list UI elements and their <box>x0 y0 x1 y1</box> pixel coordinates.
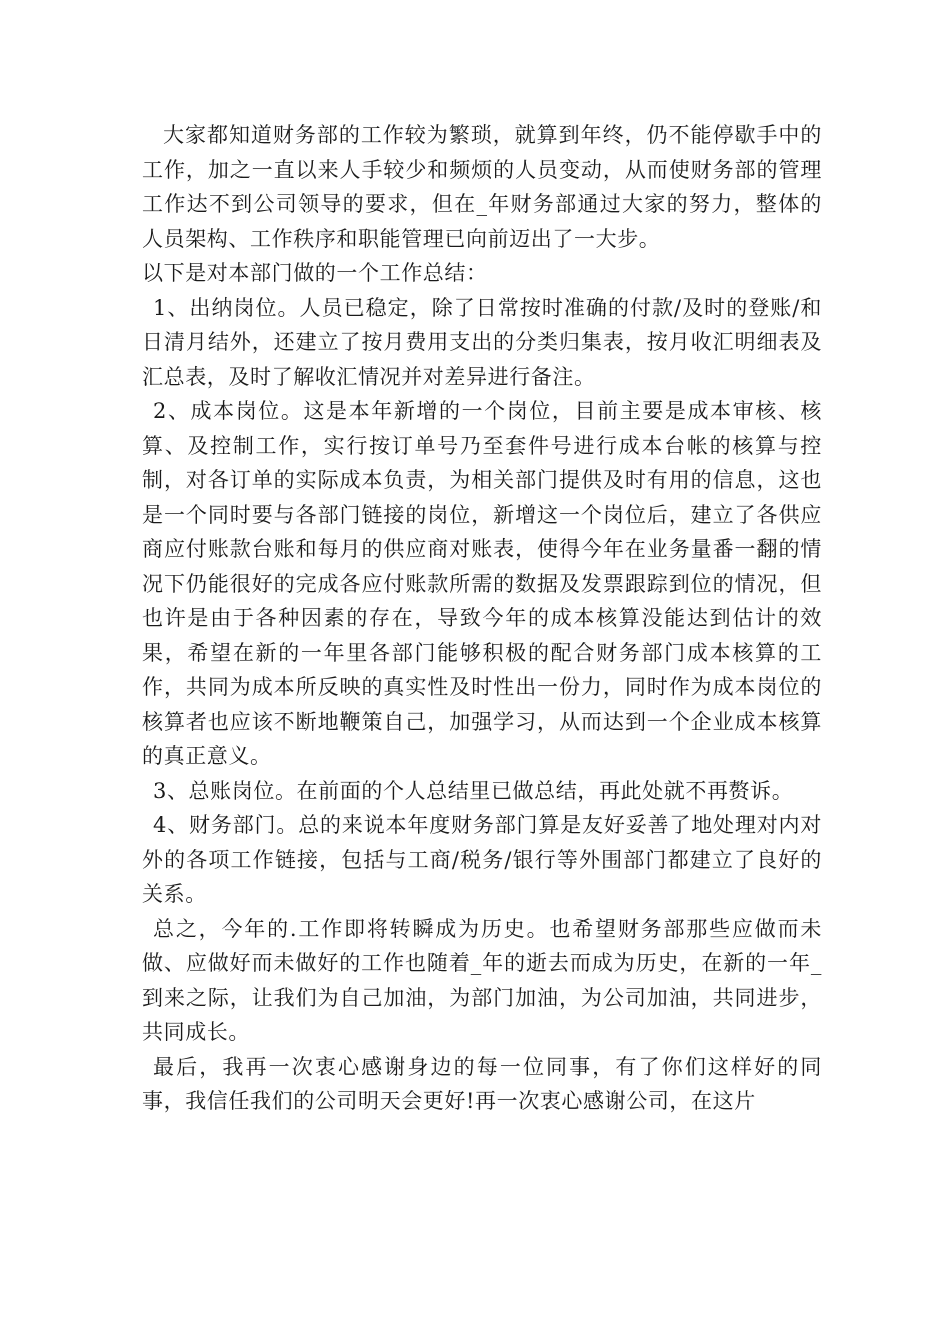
document-page <box>142 118 822 1119</box>
paragraph-summary-lead: 以下是对本部门做的一个工作总结： <box>142 261 488 285</box>
list-item-finance-department: 4、财务部门。总的来说本年度财务部门算是友好妥善了地处理对内对外的各项工作链接，包括与工商/税务/银行等外围部门都建立了良好的关系。 <box>142 813 822 906</box>
list-item-cost: 2、成本岗位。这是本年新增的一个岗位，目前主要是成本审核、核算、及控制工作，实行按订单号乃至套件号进行成本台帐的核算与控制，对各订单的实际成本负责，为相关部门提供及时有用的信息，这也是一个同时要与各部门链接的岗位，新增这一个岗位后，建立了各供应商应付账款台账和每月的供应商对账表，使得今年在业务量番一翻的情况下仍能很好的完成各应付账款所需的数据及发票跟踪到位的情况，但也许是由于各种因素的存在，导致今年的成本核算没能达到估计的效果，希望在新的一年里各部门能够积极的配合财务部门成本核算的工作，共同为成本所反映的真实性及时性出一份力，同时作为成本岗位的核算者也应该不断地鞭策自己，加强学习，从而达到一个企业成本核算的真正意义。 <box>142 399 822 768</box>
list-item-cashier: 1、出纳岗位。人员已稳定，除了日常按时准确的付款/及时的登账/和日清月结外，还建立了按月费用支出的分类归集表，按月收汇明细表及汇总表，及时了解收汇情况并对差异进行备注。 <box>142 295 822 389</box>
paragraph-closing: 最后，我再一次衷心感谢身边的每一位同事，有了你们这样好的同事，我信任我们的公司明天会更好!再一次衷心感谢公司，在这片 <box>142 1054 822 1113</box>
list-item-general-ledger: 3、总账岗位。在前面的个人总结里已做总结，再此处就不再赘诉。 <box>153 778 794 803</box>
paragraph-intro: 大家都知道财务部的工作较为繁琐，就算到年终，仍不能停歇手中的工作，加之一直以来人手较少和频烦的人员变动，从而使财务部的管理工作达不到公司领导的要求，但在_年财务部通过大家的努力，整体的人员架构、工作秩序和职能管理已向前迈出了一大步。 <box>142 123 822 251</box>
paragraph-conclusion: 总之，今年的.工作即将转瞬成为历史。也希望财务部那些应做而未做、应做好而未做好的工作也随着_年的逝去而成为历史，在新的一年_到来之际，让我们为自己加油，为部门加油，为公司加油，共同进步，共同成长。 <box>142 916 822 1044</box>
